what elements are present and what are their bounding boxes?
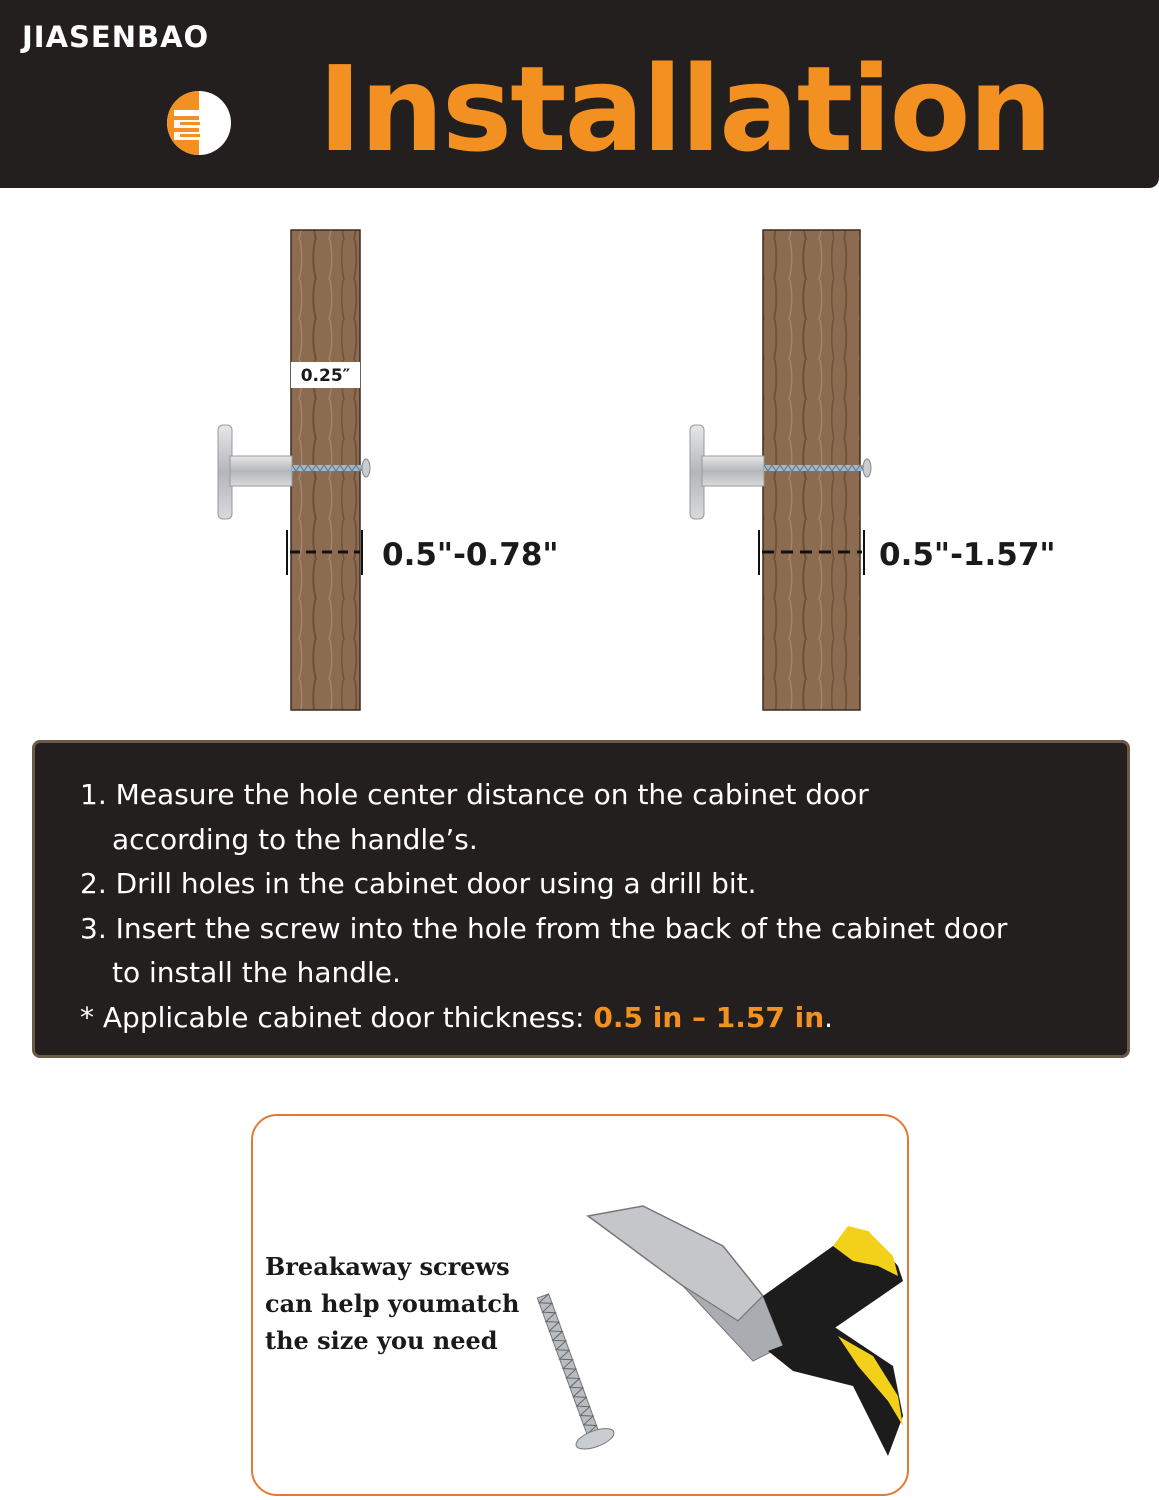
step-1-line-2: according to the handle’s.: [112, 822, 478, 856]
thickness-note-suffix: .: [824, 1000, 834, 1034]
header-banner: [0, 0, 1159, 188]
thin-door-label: 0.25″: [291, 362, 360, 388]
thickness-note-prefix: * Applicable cabinet door thickness:: [80, 1000, 594, 1034]
thickness-note: [80, 996, 1007, 1041]
tip-line-3: the size you need: [265, 1326, 498, 1355]
step-2: 2. Drill holes in the cabinet door using a drill bit.: [80, 867, 757, 901]
screw-icon: [524, 1289, 616, 1453]
step-3-line-1: 3. Insert the screw into the hole from the back of the cabinet door: [80, 911, 1008, 945]
brand-logo-text: JIASENBAO: [22, 20, 210, 54]
page-title: Installation: [318, 40, 1051, 178]
installation-diagram: [0, 200, 1159, 720]
thickness-note-value: 0.5 in – 1.57 in: [593, 1000, 825, 1034]
tip-line-2: can help youmatch: [265, 1289, 520, 1318]
right-range-label: 0.5"-1.57": [879, 537, 1056, 573]
knob-icon: [690, 425, 764, 519]
step-1-line-1: 1. Measure the hole center distance on the cabinet door: [80, 778, 869, 811]
instructions-panel: [32, 740, 1130, 1058]
tip-line-1: Breakaway screws: [265, 1252, 510, 1281]
breakaway-tip-panel: [251, 1114, 909, 1496]
pliers-icon: [493, 1186, 909, 1496]
drawer-logo-icon: [166, 90, 232, 156]
left-range-label: 0.5"-0.78": [382, 537, 559, 573]
step-3-line-2: to install the handle.: [112, 956, 401, 990]
knob-icon: [218, 425, 292, 519]
